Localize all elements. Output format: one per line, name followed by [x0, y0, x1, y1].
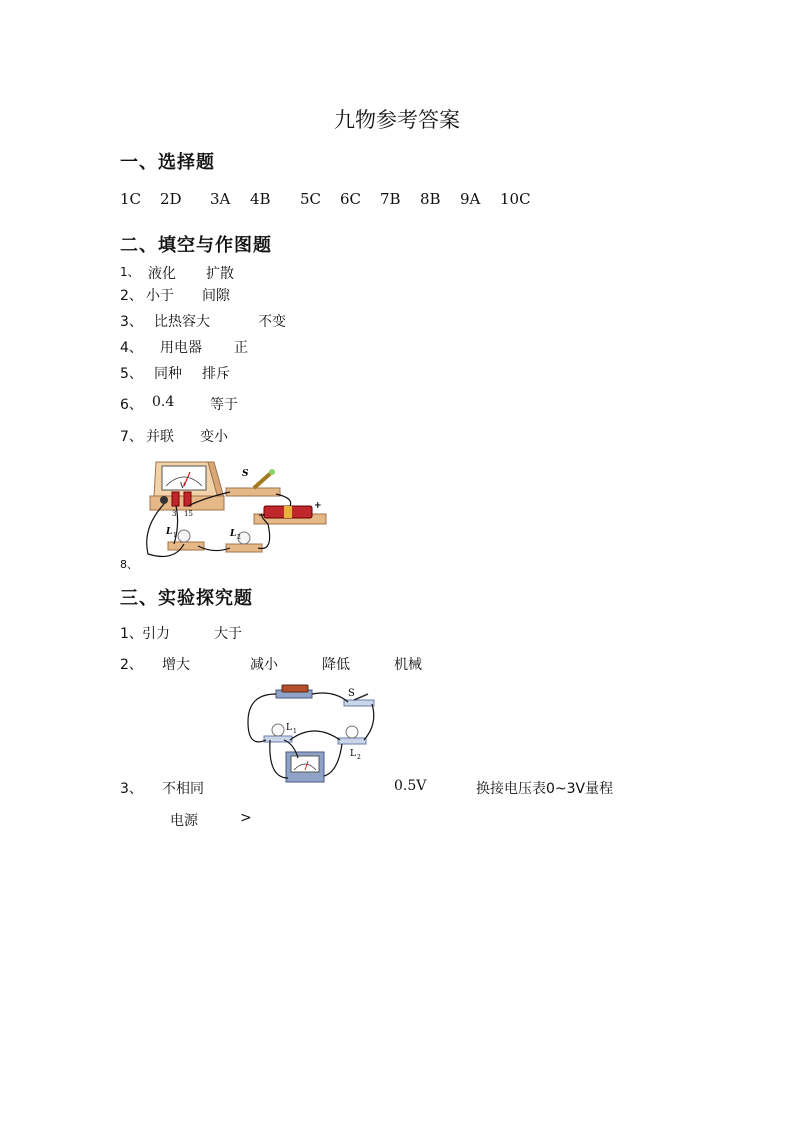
answer-text: 小于 [146, 288, 174, 304]
item-number: 1、 [120, 265, 140, 279]
item-number: 5、 [120, 366, 143, 382]
terminal-3 [172, 492, 179, 506]
lamp2-bulb [346, 726, 358, 738]
answer-text: 正 [234, 340, 248, 356]
section-heading-experiment: 三、实验探究题 [120, 588, 253, 609]
choice-answer: 9A [460, 190, 481, 208]
lamp1-bulb [178, 530, 190, 542]
answer-text: 并联 [146, 429, 174, 445]
fig3-l2-sub: 2 [357, 754, 361, 761]
choice-answer: 5C [300, 190, 322, 208]
lamp1-base [264, 736, 292, 742]
answer-text: 机械 [394, 657, 422, 673]
switch-base [226, 488, 280, 496]
item-number: 3、 [120, 314, 143, 330]
choice-answer: 6C [340, 190, 362, 208]
item-number: 4、 [120, 340, 143, 356]
choice-answer: 8B [420, 190, 441, 208]
switch-base [344, 700, 374, 706]
answer-text: 用电器 [160, 340, 202, 356]
fig3-l2: L [350, 749, 356, 759]
item-number-8: 8、 [120, 558, 138, 571]
lamp2-base [338, 738, 366, 744]
item-number: 7、 [120, 429, 143, 445]
page-title: 九物参考答案 [334, 108, 460, 132]
answer-text: 扩散 [206, 266, 234, 282]
wire [324, 744, 342, 776]
lamp1-bulb [272, 724, 284, 736]
fig8-minus: − [258, 511, 266, 521]
terminal-15 [184, 492, 191, 506]
fig8-l1: L [166, 527, 173, 537]
section-heading-choice: 一、选择题 [120, 152, 215, 173]
answer-text: 换接电压表0~3V量程 [476, 781, 614, 797]
answer-text: 0.4 [152, 394, 175, 410]
choice-answer: 7B [380, 190, 401, 208]
answer-text: 0.5V [394, 778, 427, 794]
fig8-l2: L [230, 529, 237, 539]
fig8-terminal-3: 3 [172, 510, 177, 518]
fig8-l1-sub: 1 [173, 532, 177, 539]
answer-text: 间隙 [202, 288, 230, 304]
wire [270, 740, 288, 778]
answer-text: 变小 [200, 429, 228, 445]
choice-answer: 4B [250, 190, 271, 208]
answer-text: 减小 [250, 657, 278, 673]
wire [290, 731, 340, 740]
answer-text: 比热容大 [154, 314, 210, 330]
fig8-l2-sub: 2 [237, 534, 241, 541]
fig3-l1-sub: 1 [293, 728, 297, 735]
item-number: 2、 [120, 657, 143, 673]
circuit-figure-item3 [244, 682, 380, 792]
answer-text: 不变 [258, 314, 286, 330]
answer-text: 引力 [142, 626, 170, 642]
choice-answer: 2D [160, 190, 182, 208]
lamp2-base [226, 544, 262, 552]
wire [248, 694, 276, 742]
answer-text: 液化 [148, 266, 176, 282]
choice-answer: 1C [120, 190, 142, 208]
answer-text: 排斥 [202, 366, 230, 382]
wire [364, 704, 374, 740]
fig3-l1: L [286, 723, 292, 733]
wire [312, 693, 348, 702]
answer-text: 同种 [154, 366, 182, 382]
answer-text: > [240, 810, 252, 826]
section-heading-fill: 二、填空与作图题 [120, 235, 272, 256]
choice-answer: 10C [500, 190, 531, 208]
terminal-negative [160, 496, 168, 504]
fig8-meter-label: V [180, 482, 186, 490]
battery-cells [282, 685, 308, 692]
item-number: 3、 [120, 781, 143, 797]
choice-answer: 3A [210, 190, 231, 208]
fig8-plus: + [314, 501, 322, 511]
item-number: 6、 [120, 397, 143, 413]
answer-text: 不相同 [162, 781, 204, 797]
answer-text: 等于 [210, 397, 238, 413]
answer-text: 增大 [162, 657, 190, 673]
switch-lever [254, 472, 272, 488]
circuit-figure-item8 [134, 458, 334, 564]
switch-lever [354, 694, 368, 700]
item-number: 1、 [120, 626, 143, 642]
answer-text: 大于 [214, 626, 242, 642]
answer-text: 降低 [322, 657, 350, 673]
answer-text: 电源 [170, 813, 198, 829]
fig8-terminal-15: 15 [184, 510, 193, 518]
fig3-switch-label: S [348, 688, 355, 699]
item-number: 2、 [120, 288, 143, 304]
fig8-switch-label: S [242, 469, 249, 479]
